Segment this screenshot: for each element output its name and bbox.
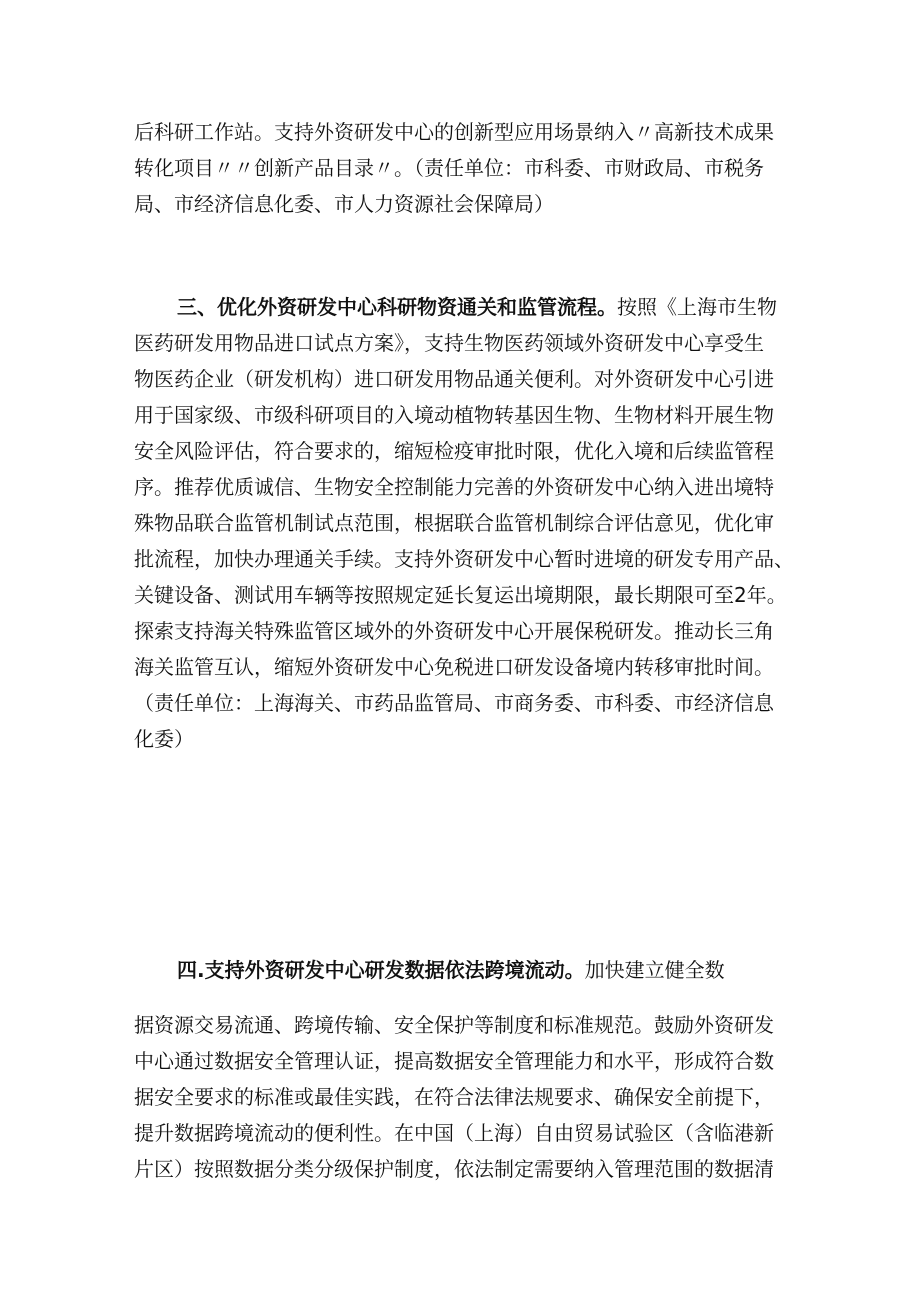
paragraph-line: 提升数据跨境流动的便利性。在中国（上海）自由贸易试验区（含临港新 [134,1121,774,1145]
section-4-paragraph [134,1007,794,1187]
paragraph-line: 医药研发用物品进口试点方案》，支持生物医药领域外资研发中心享受生 [134,331,764,355]
section-3-heading: 三、优化外资研发中心科研物资通关和监管流程。 [177,295,617,319]
paragraph-line: 批流程，加快办理通关手续。支持外资研发中心暂时进境的研发专用产品、 [134,547,794,571]
paragraph-line: 化委） [134,727,194,751]
section-4-first-line [134,952,794,988]
intro-paragraph [134,114,794,222]
paragraph-line: 海关监管互认，缩短外资研发中心免税进口研发设备境内转移审批时间。 [134,655,774,679]
paragraph-line: 转化项目〃〃创新产品目录〃。（责任单位：市科委、市财政局、市税务 [134,156,764,180]
paragraph-line: 探索支持海关特殊监管区域外的外资研发中心开展保税研发。推动长三角 [134,619,774,643]
section-4-heading: 四.支持外资研发中心研发数据依法跨境流动。 [177,958,585,982]
paragraph-line: 后科研工作站。支持外资研发中心的创新型应用场景纳入〃高新技术成果 [134,120,774,144]
paragraph-line: 安全风险评估，符合要求的，缩短检疫审批时限，优化入境和后续监管程 [134,439,774,463]
paragraph-line: 物医药企业（研发机构）进口研发用物品通关便利。对外资研发中心引进 [134,367,774,391]
paragraph-line: （责任单位：上海海关、市药品监管局、市商务委、市科委、市经济信息 [134,691,774,715]
section-3-paragraph [134,289,794,757]
section-4-first-line-text: 加快建立健全数 [584,958,725,982]
section-4-heading-line [134,952,794,988]
paragraph-line: 中心通过数据安全管理认证，提高数据安全管理能力和水平，形成符合数 [134,1049,774,1073]
paragraph-line: 序。推荐优质诚信、生物安全控制能力完善的外资研发中心纳入进出境特 [134,475,774,499]
paragraph-line: 据资源交易流通、跨境传输、安全保护等制度和标准规范。鼓励外资研发 [134,1013,774,1037]
paragraph-line: 据安全要求的标准或最佳实践，在符合法律法规要求、确保安全前提下， [134,1085,774,1109]
paragraph-line: 用于国家级、市级科研项目的入境动植物转基因生物、生物材料开展生物 [134,403,774,427]
paragraph-line: 局、市经济信息化委、市人力资源社会保障局） [134,192,554,216]
paragraph-line: 殊物品联合监管机制试点范围，根据联合监管机制综合评估意见，优化审 [134,511,774,535]
section-3-first-line [134,289,794,325]
paragraph-line: 关键设备、测试用车辆等按照规定延长复运出境期限，最长期限可至2年。 [134,583,787,607]
paragraph-line: 片区）按照数据分类分级保护制度，依法制定需要纳入管理范围的数据清 [134,1157,774,1181]
section-3-first-line-text: 按照《上海市生物 [617,295,777,319]
